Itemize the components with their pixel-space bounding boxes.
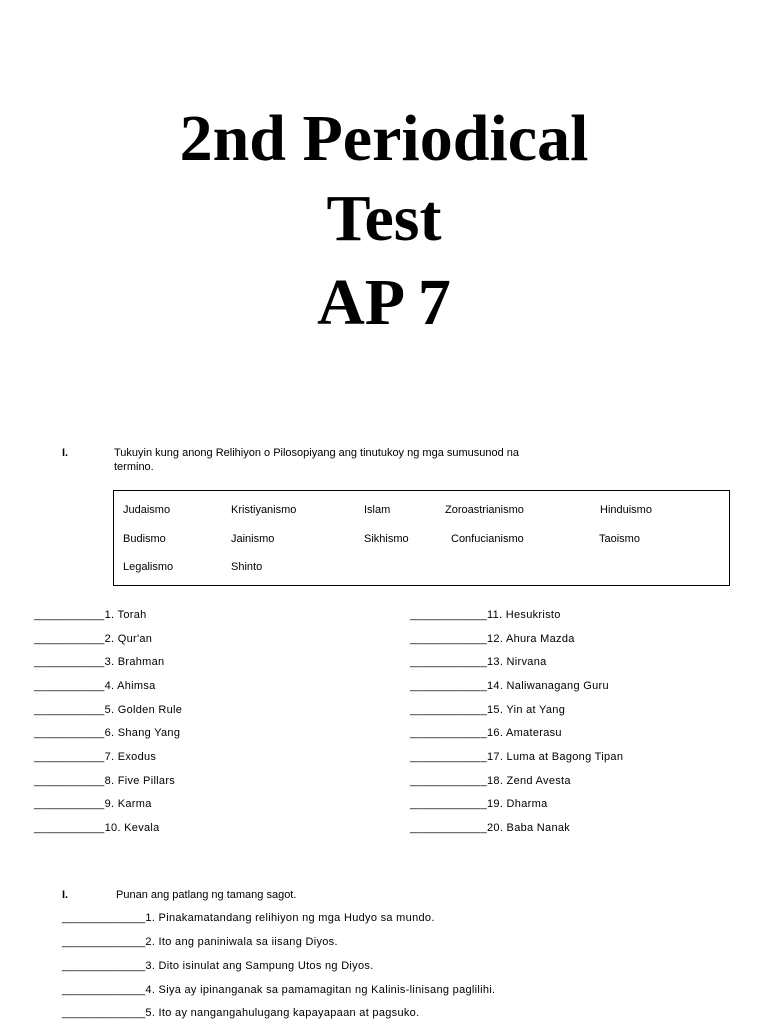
matching-item-15: ____________15. Yin at Yang [410,704,566,716]
matching-item-5: ___________5. Golden Rule [34,704,183,716]
term-sikhismo: Sikhismo [364,533,409,545]
term-islam: Islam [364,504,391,516]
term-judaismo: Judaismo [123,504,171,516]
fill-item-2: _____________2. Ito ang paniniwala sa iisang Diyos. [62,936,338,948]
matching-item-11: ____________11. Hesukristo [410,609,561,621]
matching-item-2: ___________2. Qur'an [34,633,153,645]
term-shinto: Shinto [231,561,263,573]
term-taoismo: Taoismo [599,533,640,545]
matching-item-20: ____________20. Baba Nanak [410,822,571,834]
matching-item-3: ___________3. Brahman [34,656,165,668]
term-jainismo: Jainismo [231,533,275,545]
section-1-instruction-line-2: termino. [114,461,154,473]
section-1-instruction-line-1: Tukuyin kung anong Relihiyon o Pilosopiyang ang tinutukoy ng mga sumusunod na [114,447,520,459]
title-line-3: AP 7 [317,266,451,339]
section-2-instruction: Punan ang patlang ng tamang sagot. [116,889,297,901]
terms-box [113,490,730,586]
matching-item-8: ___________8. Five Pillars [34,775,176,787]
fill-item-3: _____________3. Dito isinulat ang Sampung Utos ng Diyos. [62,960,374,972]
matching-item-12: ____________12. Ahura Mazda [410,633,575,645]
matching-item-6: ___________6. Shang Yang [34,727,181,739]
title-line-1: 2nd Periodical [179,102,589,175]
matching-item-16: ____________16. Amaterasu [410,727,562,739]
matching-item-7: ___________7. Exodus [34,751,157,763]
matching-item-13: ____________13. Nirvana [410,656,547,668]
matching-item-4: ___________4. Ahimsa [34,680,156,692]
matching-item-10: ___________10. Kevala [34,822,160,834]
matching-item-1: ___________1. Torah [34,609,147,621]
term-hinduismo: Hinduismo [600,504,652,516]
section-2-number: I. [62,889,69,901]
fill-item-1: _____________1. Pinakamatandang relihiyon ng mga Hudyo sa mundo. [62,912,435,924]
term-confucianismo: Confucianismo [451,533,524,545]
term-legalismo: Legalismo [123,561,174,573]
term-zoroastrianismo: Zoroastrianismo [445,504,524,516]
matching-item-17: ____________17. Luma at Bagong Tipan [410,751,624,763]
matching-item-18: ____________18. Zend Avesta [410,775,571,787]
section-1-number: I. [62,447,69,459]
matching-item-14: ____________14. Naliwanagang Guru [410,680,609,692]
fill-item-4: _____________4. Siya ay ipinanganak sa pamamagitan ng Kalinis-linisang paglilihi. [62,984,496,996]
matching-item-9: ___________9. Karma [34,798,152,810]
term-kristiyanismo: Kristiyanismo [231,504,297,516]
title-line-2: Test [326,182,442,255]
matching-item-19: ____________19. Dharma [410,798,548,810]
fill-item-5: _____________5. Ito ay nangangahulugang kapayapaan at pagsuko. [62,1007,420,1019]
term-budismo: Budismo [123,533,166,545]
